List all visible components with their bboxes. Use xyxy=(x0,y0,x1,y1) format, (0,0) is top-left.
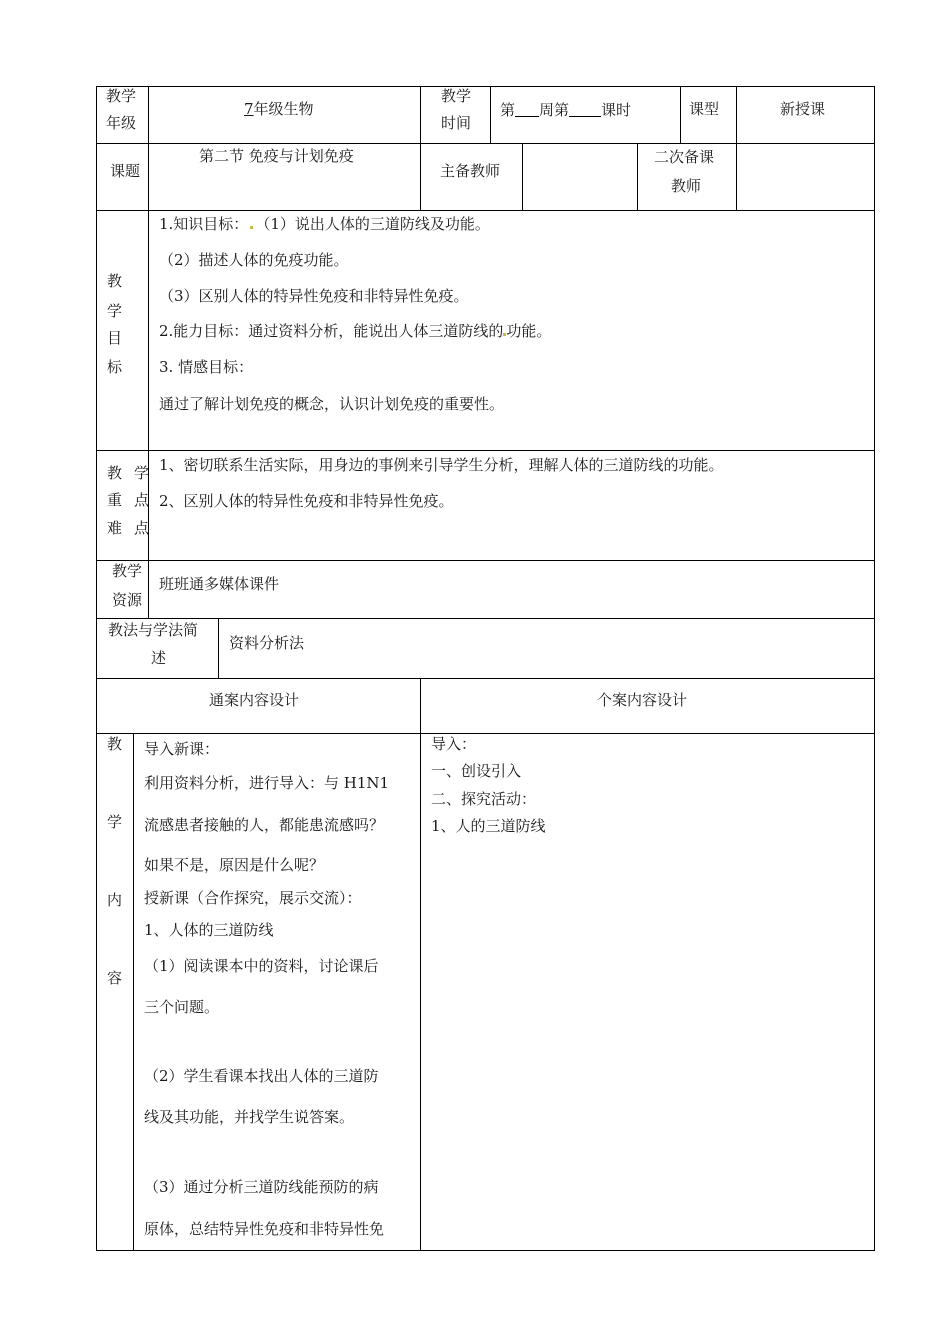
grid-line xyxy=(420,678,421,1251)
objectives-label: 教 xyxy=(107,272,123,290)
common-content-line: 授新课（合作探究，展示交流）： xyxy=(144,889,362,907)
content-label: 容 xyxy=(107,969,123,987)
common-content-line: （1）阅读课本中的资料，讨论课后 xyxy=(144,957,379,975)
grid-line xyxy=(420,86,421,210)
grade-label: 教学 xyxy=(106,87,137,105)
grid-line xyxy=(133,733,134,1251)
objectives-label: 标 xyxy=(107,358,123,376)
grid-line xyxy=(96,86,875,87)
grid-line xyxy=(96,210,875,211)
methods-label: 述 xyxy=(151,649,167,667)
key-points-label: 重 点 xyxy=(107,491,150,509)
grid-line xyxy=(96,86,97,1251)
objectives-label: 目 xyxy=(107,329,123,347)
key-point-line: 2、区别人体的特异性免疫和非特异性免疫。 xyxy=(159,492,454,510)
common-content-line: 1、人体的三道防线 xyxy=(144,921,274,939)
resources-value: 班班通多媒体课件 xyxy=(159,575,280,593)
methods-value: 资料分析法 xyxy=(229,634,305,652)
grid-line xyxy=(218,618,219,678)
grid-line xyxy=(96,678,875,679)
content-label: 内 xyxy=(107,891,123,909)
grid-line xyxy=(96,450,875,451)
objective-text: （1）说出人体的三道防线及功能。 xyxy=(255,215,490,233)
time-label: 时间 xyxy=(441,114,472,132)
objective-line: 3. 情感目标： xyxy=(159,358,254,376)
grid-line xyxy=(680,86,681,143)
grid-line xyxy=(148,86,149,143)
objective-line: 通过了解计划免疫的概念，认识计划免疫的重要性。 xyxy=(159,395,505,413)
time-value xyxy=(500,102,631,118)
grid-line xyxy=(96,143,875,144)
common-content-line: （2）学生看课本找出人体的三道防 xyxy=(144,1067,379,1085)
grid-line xyxy=(148,143,149,210)
second-prep-label: 二次备课 xyxy=(654,148,715,166)
main-teacher-label: 主备教师 xyxy=(440,162,501,180)
time-label: 教学 xyxy=(441,87,472,105)
common-content-line: 线及其功能，并找学生说答案。 xyxy=(144,1108,355,1126)
objective-line xyxy=(159,324,551,339)
objective-line: （2）描述人体的免疫功能。 xyxy=(159,251,349,269)
key-point-line: 1、密切联系生活实际，用身边的事例来引导学生分析，理解人体的三道防线的功能。 xyxy=(159,456,724,474)
common-content-line: 原体，总结特异性免疫和非特异性免 xyxy=(144,1220,385,1238)
key-points-label: 难 点 xyxy=(107,519,150,537)
grade-text: 年级生物 xyxy=(253,100,314,118)
common-content-line: 利用资料分析，进行导入：与 H1N1 xyxy=(144,774,390,792)
individual-design-header: 个案内容设计 xyxy=(597,691,688,709)
resources-label: 教学 xyxy=(112,562,143,580)
topic-value: 第二节 免疫与计划免疫 xyxy=(199,147,354,165)
time-part: 课时 xyxy=(601,101,632,119)
content-label: 学 xyxy=(107,813,123,831)
objective-text: 功能。 xyxy=(506,322,552,340)
common-content-line: （3）通过分析三道防线能预防的病 xyxy=(144,1178,379,1196)
type-value: 新授课 xyxy=(780,100,826,118)
key-points-label: 教 学 xyxy=(107,464,150,482)
grid-line xyxy=(874,86,875,1251)
individual-content-line: 导入： xyxy=(431,735,477,753)
common-content-line: 导入新课： xyxy=(144,740,220,758)
grid-line xyxy=(522,143,523,210)
objective-text: 2.能力目标：通过资料分析，能说出人体三道防线的 xyxy=(159,322,504,340)
methods-label: 教法与学法简 xyxy=(108,621,199,639)
mark-dot-icon xyxy=(250,226,253,229)
common-content-line: 如果不是，原因是什么呢？ xyxy=(144,856,325,874)
grid-line xyxy=(637,143,638,210)
grid-line xyxy=(96,733,875,734)
week-blank xyxy=(515,102,539,117)
individual-content-line: 一、创设引入 xyxy=(431,762,522,780)
content-label: 教 xyxy=(107,735,123,753)
topic-label: 课题 xyxy=(110,162,141,180)
objective-text: 1.知识目标： xyxy=(159,215,249,233)
common-design-header: 通案内容设计 xyxy=(209,691,300,709)
time-part: 第 xyxy=(500,101,516,119)
grid-line xyxy=(96,618,875,619)
objective-line: （3）区别人体的特异性免疫和非特异性免疫。 xyxy=(159,287,469,305)
common-content-line: 流感患者接触的人，都能患流感吗？ xyxy=(144,816,385,834)
objective-line xyxy=(159,217,490,232)
grid-line xyxy=(96,1250,875,1251)
common-content-line: 三个问题。 xyxy=(144,998,220,1016)
grid-line xyxy=(96,560,875,561)
grid-line xyxy=(148,210,149,618)
individual-content-line: 1、人的三道防线 xyxy=(431,817,546,835)
period-blank xyxy=(569,102,601,117)
grid-line xyxy=(736,86,737,210)
second-prep-label: 教师 xyxy=(671,177,702,195)
type-label: 课型 xyxy=(689,100,720,118)
time-part: 周第 xyxy=(539,101,570,119)
grade-value xyxy=(244,102,314,117)
objectives-label: 学 xyxy=(107,302,123,320)
resources-label: 资源 xyxy=(112,591,143,609)
individual-content-line: 二、探究活动： xyxy=(431,790,537,808)
grid-line xyxy=(490,86,491,143)
grade-number: 7 xyxy=(244,100,254,118)
grade-label: 年级 xyxy=(106,114,137,132)
